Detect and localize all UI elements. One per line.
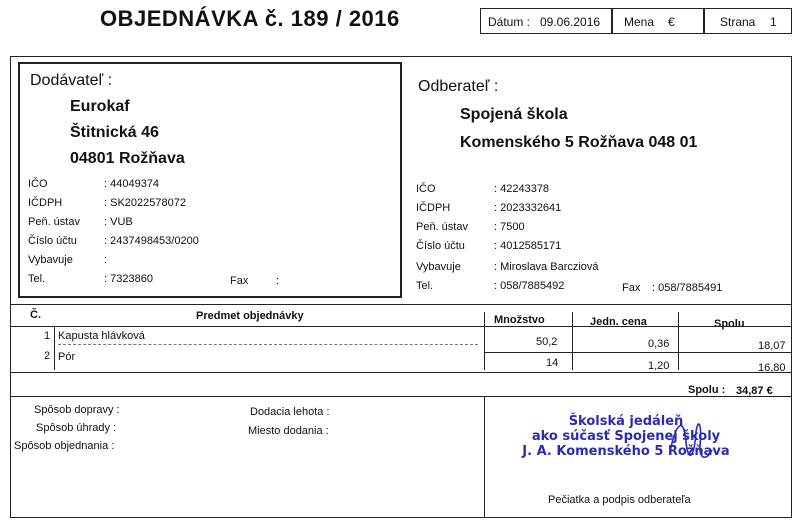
supplier-name: Eurokaf [70, 98, 130, 115]
date-value: 09.06.2016 [540, 15, 601, 29]
order-title: OBJEDNÁVKA č. 189 / 2016 [100, 6, 400, 31]
row-item: Kapusta hlávková [58, 330, 145, 342]
row-price: 1,20 [648, 360, 670, 372]
delivery-place-label: Miesto dodania : [248, 425, 329, 437]
row-item: Pór [58, 351, 76, 363]
table-top-border [10, 304, 792, 305]
supplier-fax-value: : [276, 275, 280, 287]
customer-account-value: : 4012585171 [494, 240, 562, 252]
currency-value: € [668, 15, 675, 29]
stamp-line-2: ako súčasť Spojenej školy [531, 429, 721, 444]
sum-label: Spolu : [688, 384, 726, 396]
customer-icdph-label: IČDPH [416, 202, 451, 214]
supplier-street: Štitnická 46 [70, 124, 159, 141]
payment-label: Spôsob úhrady : [36, 422, 117, 434]
col-qty-header: Množstvo [494, 314, 545, 326]
row-total: 18,07 [758, 340, 786, 352]
customer-fax-value: : 058/7885491 [652, 282, 723, 294]
customer-ico-value: : 42243378 [494, 183, 550, 195]
customer-ico-label: IČO [416, 183, 436, 195]
signature-caption: Pečiatka a podpis odberateľa [548, 494, 691, 506]
order-method-label: Spôsob objednania : [14, 440, 115, 452]
sum-value: 34,87 € [736, 385, 773, 397]
supplier-account-label: Číslo účtu [28, 235, 77, 247]
col-item-header: Predmet objednávky [196, 310, 304, 322]
delivery-term-label: Dodacia lehota : [250, 406, 330, 418]
customer-tel-label: Tel. [416, 280, 434, 292]
currency-label: Mena [624, 15, 655, 29]
supplier-ico-label: IČO [28, 178, 48, 190]
col-divider-no [54, 326, 55, 370]
supplier-contact-value: : [104, 254, 108, 266]
customer-address: Komenského 5 Rožňava 048 01 [460, 134, 698, 151]
supplier-city: 04801 Rožňava [70, 150, 185, 167]
stamp-line-1: Školská jedáleň [568, 414, 684, 429]
row-total: 16,80 [758, 362, 786, 374]
customer-bank-value: : 7500 [494, 221, 525, 233]
supplier-bank-label: Peň. ústav [28, 216, 80, 228]
row-no: 2 [44, 350, 51, 362]
customer-name: Spojená škola [460, 106, 568, 123]
supplier-account-value: : 2437498453/0200 [104, 235, 199, 247]
supplier-contact-label: Vybavuje [28, 254, 73, 266]
row-qty: 14 [546, 357, 559, 369]
row-no: 1 [44, 330, 51, 342]
row-price: 0,36 [648, 338, 670, 350]
signature-scribble [666, 412, 716, 468]
row-separator-right [484, 352, 792, 353]
customer-contact-label: Vybavuje [416, 261, 461, 273]
stamp-line-3: J. A. Komenského 5 Rožňava [522, 444, 730, 459]
customer-bank-label: Peň. ústav [416, 221, 468, 233]
supplier-bank-value: : VUB [104, 216, 133, 228]
customer-fax-label: Fax [622, 282, 641, 294]
page-label: Strana [720, 15, 756, 29]
supplier-tel-value: : 7323860 [104, 273, 153, 285]
supplier-icdph-label: IČDPH [28, 197, 63, 209]
supplier-ico-value: : 44049374 [104, 178, 160, 190]
supplier-tel-label: Tel. [28, 273, 46, 285]
col-divider-price [572, 312, 573, 370]
customer-account-label: Číslo účtu [416, 240, 465, 252]
col-no-header: Č. [30, 309, 41, 321]
school-stamp [496, 414, 756, 459]
col-total-header: Spolu [714, 318, 745, 330]
supplier-fax-label: Fax [230, 275, 249, 287]
supplier-icdph-value: : SK2022578072 [104, 197, 186, 209]
col-divider-total [678, 312, 679, 370]
customer-contact-value: : Miroslava Barcziová [494, 261, 599, 273]
sum-border [10, 396, 792, 397]
row-qty: 50,2 [536, 336, 558, 348]
col-divider-qty [484, 312, 485, 370]
customer-tel-value: : 058/7885492 [494, 280, 565, 292]
footer-divider [484, 396, 485, 518]
page-value: 1 [770, 15, 777, 29]
table-bottom-border [10, 372, 792, 373]
transport-label: Spôsob dopravy : [34, 404, 120, 416]
table-header-border [10, 326, 792, 327]
date-label: Dátum : [488, 15, 531, 29]
row-separator [58, 344, 478, 345]
supplier-heading: Dodávateľ : [30, 72, 113, 89]
customer-heading: Odberateľ : [418, 78, 499, 95]
customer-icdph-value: : 2023332641 [494, 202, 562, 214]
col-price-header: Jedn. cena [590, 316, 647, 328]
